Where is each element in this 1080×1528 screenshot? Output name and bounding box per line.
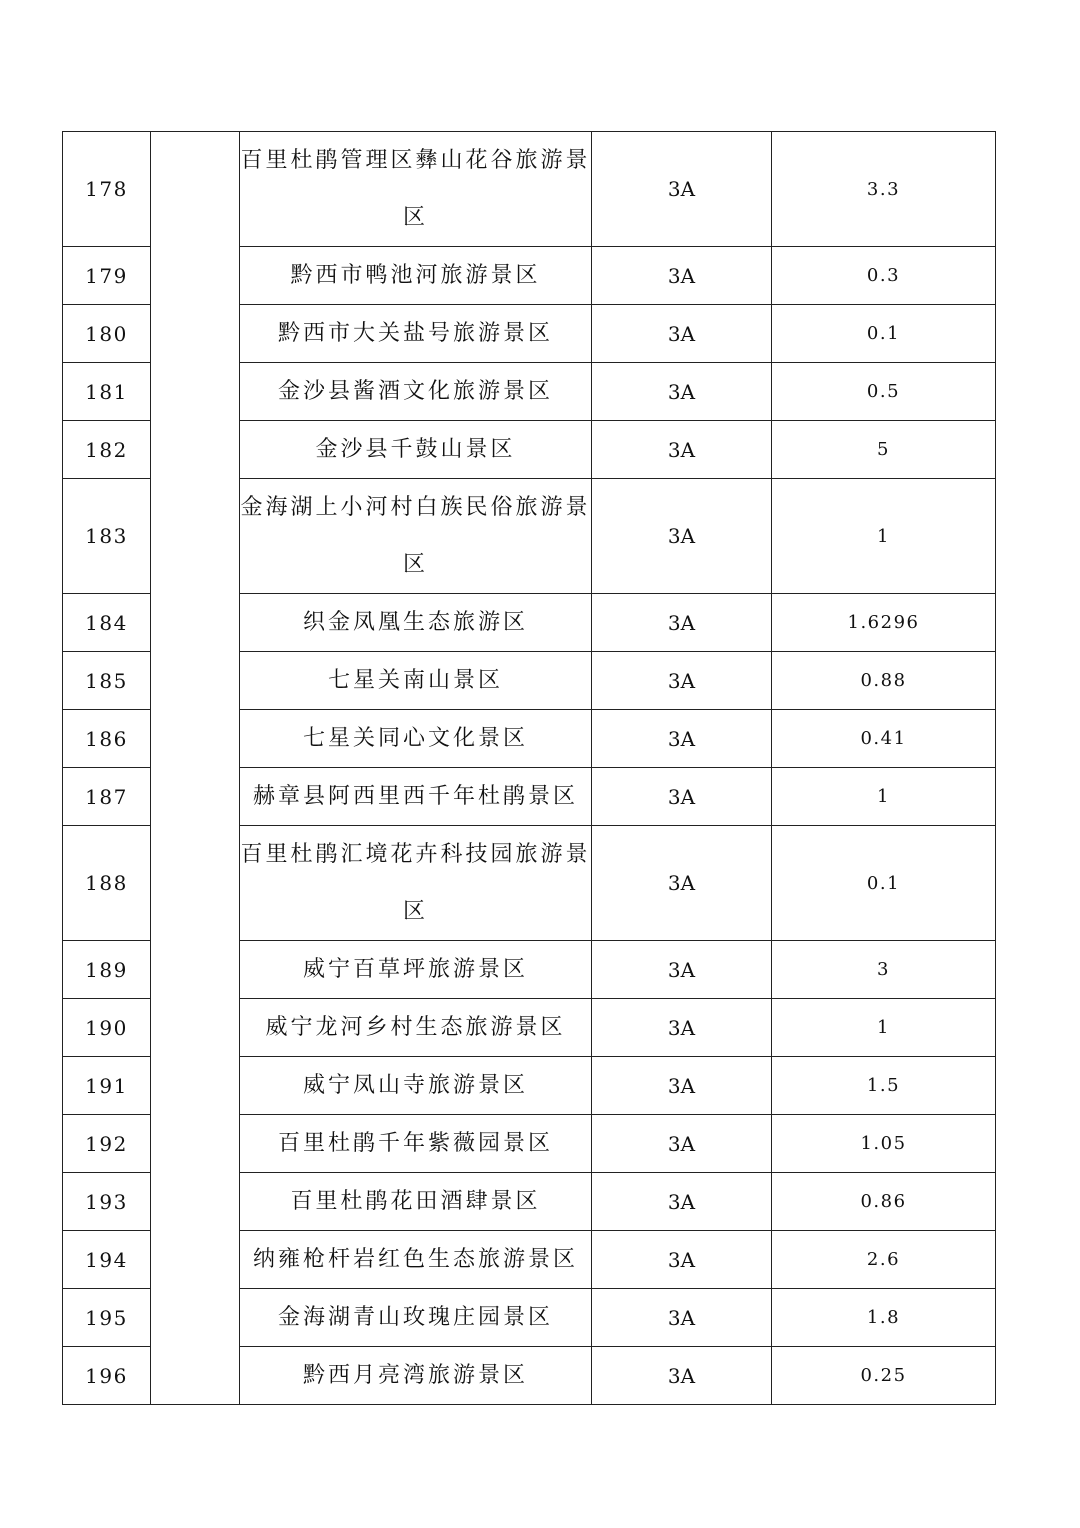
rating-level: 3A <box>592 247 772 305</box>
scenic-area-name: 金海湖青山玫瑰庄园景区 <box>240 1289 592 1347</box>
rating-level: 3A <box>592 652 772 710</box>
scenic-area-name: 威宁百草坪旅游景区 <box>240 941 592 999</box>
scenic-area-name: 威宁凤山寺旅游景区 <box>240 1057 592 1115</box>
scenic-area-name: 七星关南山景区 <box>240 652 592 710</box>
rating-level: 3A <box>592 1173 772 1231</box>
row-number: 196 <box>63 1347 151 1405</box>
scenic-area-name: 七星关同心文化景区 <box>240 710 592 768</box>
area-value: 1.05 <box>772 1115 996 1173</box>
scenic-area-name: 纳雍枪杆岩红色生态旅游景区 <box>240 1231 592 1289</box>
area-value: 5 <box>772 421 996 479</box>
scenic-area-name: 赫章县阿西里西千年杜鹃景区 <box>240 768 592 826</box>
rating-level: 3A <box>592 1289 772 1347</box>
table-row <box>63 132 996 247</box>
row-number: 190 <box>63 999 151 1057</box>
row-number: 195 <box>63 1289 151 1347</box>
scenic-area-name: 百里杜鹃花田酒肆景区 <box>240 1173 592 1231</box>
row-number: 191 <box>63 1057 151 1115</box>
area-value: 3.3 <box>772 132 996 247</box>
rating-level: 3A <box>592 305 772 363</box>
area-value: 0.41 <box>772 710 996 768</box>
area-value: 1.8 <box>772 1289 996 1347</box>
area-value: 1.5 <box>772 1057 996 1115</box>
area-value: 1 <box>772 479 996 594</box>
scenic-area-name: 金沙县千鼓山景区 <box>240 421 592 479</box>
table-body <box>63 132 996 1405</box>
row-number: 192 <box>63 1115 151 1173</box>
row-number: 189 <box>63 941 151 999</box>
rating-level: 3A <box>592 826 772 941</box>
scenic-area-name: 金海湖上小河村白族民俗旅游景区 <box>240 479 592 594</box>
scenic-area-name: 黔西市大关盐号旅游景区 <box>240 305 592 363</box>
area-value: 0.1 <box>772 826 996 941</box>
rating-level: 3A <box>592 1231 772 1289</box>
rating-level: 3A <box>592 363 772 421</box>
scenic-area-name: 百里杜鹃汇境花卉科技园旅游景区 <box>240 826 592 941</box>
rating-level: 3A <box>592 710 772 768</box>
rating-level: 3A <box>592 479 772 594</box>
rating-level: 3A <box>592 999 772 1057</box>
area-value: 0.1 <box>772 305 996 363</box>
area-value: 0.86 <box>772 1173 996 1231</box>
scenic-area-name: 金沙县酱酒文化旅游景区 <box>240 363 592 421</box>
rating-level: 3A <box>592 132 772 247</box>
scenic-area-name: 百里杜鹃千年紫薇园景区 <box>240 1115 592 1173</box>
row-number: 193 <box>63 1173 151 1231</box>
scenic-area-table <box>62 131 996 1405</box>
scenic-area-name: 黔西月亮湾旅游景区 <box>240 1347 592 1405</box>
area-value: 1.6296 <box>772 594 996 652</box>
rating-level: 3A <box>592 594 772 652</box>
row-number: 185 <box>63 652 151 710</box>
row-number: 188 <box>63 826 151 941</box>
area-value: 0.88 <box>772 652 996 710</box>
row-number: 186 <box>63 710 151 768</box>
area-value: 1 <box>772 999 996 1057</box>
row-number: 184 <box>63 594 151 652</box>
rating-level: 3A <box>592 941 772 999</box>
row-number: 178 <box>63 132 151 247</box>
scenic-area-name: 百里杜鹃管理区彝山花谷旅游景区 <box>240 132 592 247</box>
rating-level: 3A <box>592 768 772 826</box>
area-value: 2.6 <box>772 1231 996 1289</box>
row-number: 187 <box>63 768 151 826</box>
rating-level: 3A <box>592 1115 772 1173</box>
row-number: 182 <box>63 421 151 479</box>
area-value: 0.5 <box>772 363 996 421</box>
area-value: 1 <box>772 768 996 826</box>
rating-level: 3A <box>592 1347 772 1405</box>
scenic-area-name: 黔西市鸭池河旅游景区 <box>240 247 592 305</box>
rating-level: 3A <box>592 1057 772 1115</box>
row-number: 194 <box>63 1231 151 1289</box>
row-number: 179 <box>63 247 151 305</box>
row-number: 180 <box>63 305 151 363</box>
merged-region-cell <box>151 132 240 1405</box>
rating-level: 3A <box>592 421 772 479</box>
scenic-area-name: 威宁龙河乡村生态旅游景区 <box>240 999 592 1057</box>
area-value: 0.3 <box>772 247 996 305</box>
scenic-area-name: 织金凤凰生态旅游区 <box>240 594 592 652</box>
row-number: 183 <box>63 479 151 594</box>
area-value: 0.25 <box>772 1347 996 1405</box>
row-number: 181 <box>63 363 151 421</box>
area-value: 3 <box>772 941 996 999</box>
